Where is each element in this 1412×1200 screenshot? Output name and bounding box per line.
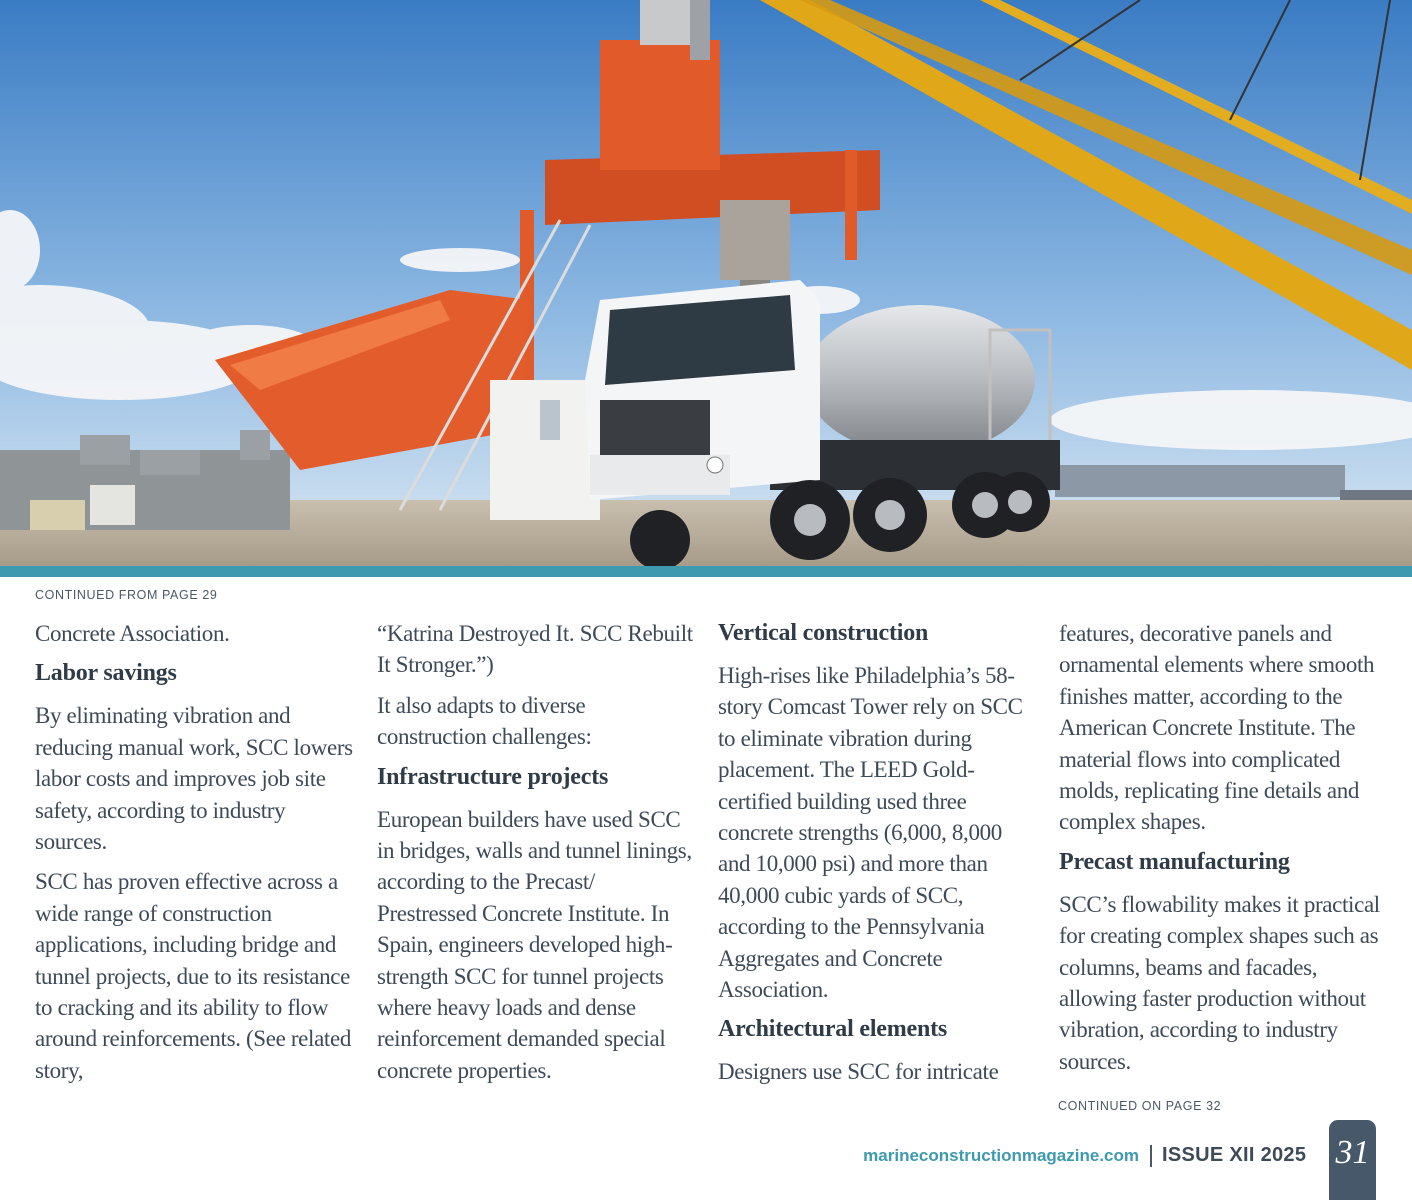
article-column-3 [718, 618, 1036, 1097]
subheading-infrastructure-projects: Infrastructure projects [377, 763, 609, 790]
paragraph: SCC’s flowability makes it practical for creating complex shapes such as columns, beams and facades, allowing faster production without vibration, according to industry sources. [1059, 891, 1380, 1074]
paragraph: Designers use SCC for intricate [718, 1059, 999, 1085]
page-number: 31 [1335, 1134, 1370, 1171]
paragraph: It also adapts to diverse construction challenges: [377, 692, 592, 750]
paragraph: features, decorative panels and ornamental elements where smooth finishes matter, according to the American Concrete Institute. The material flows into complicated molds, replicating fine details and complex shapes. [1059, 621, 1375, 835]
hero-photo [0, 0, 1412, 566]
concrete-mixer-truck-illustration [0, 0, 1412, 566]
mixer-drum [805, 305, 1035, 455]
truck-cab [585, 280, 820, 500]
subheading-vertical-construction: Vertical construction [718, 620, 929, 646]
article-column-2 [377, 618, 695, 1095]
paragraph: High-rises like Philadelphia’s 58-story Comcast Tower rely on SCC to eliminate vibration during placement. The LEED Gold-certified building used three concrete strengths (6,000, 8,000 and 10,000 psi) and more than 40,000 cubic yards of SCC, according to the Pennsylvania Aggregates and Concrete Association. [718, 663, 1023, 1003]
paragraph: “Katrina Destroyed It. SCC Rebuilt It Stronger.”) [377, 621, 693, 678]
continued-from-label: CONTINUED FROM PAGE 29 [35, 588, 218, 602]
footer-divider [1150, 1145, 1152, 1167]
footer-issue-label: ISSUE XII 2025 [1162, 1144, 1307, 1166]
subheading-precast-manufacturing: Precast manufacturing [1059, 848, 1290, 875]
article-column-4 [1059, 618, 1384, 1086]
paragraph: By eliminating vibration and reducing manual work, SCC lowers labor costs and improves job site safety, according to industry sources. [35, 703, 353, 855]
teal-divider-band [0, 566, 1412, 577]
article-column-1 [35, 618, 360, 1095]
footer-website-link[interactable]: marineconstructionmagazine.com [863, 1146, 1139, 1165]
page-number-tab [1329, 1120, 1376, 1200]
paragraph: Concrete Association. [35, 621, 230, 646]
paragraph: SCC has proven effective across a wide range of construction applications, including bridge and tunnel projects, due to its resistance to cracking and its ability to flow around reinforcements. (See related story, [35, 869, 351, 1083]
continued-on-label: CONTINUED ON PAGE 32 [1058, 1099, 1222, 1113]
paragraph: European builders have used SCC in bridges, walls and tunnel linings, according to the Precast/ Prestressed Concrete Institute. In Spain, engineers developed high-strength SCC for tunnel projects where heavy loads and dense reinforcement demanded special concrete properties. [377, 806, 692, 1083]
subheading-labor-savings: Labor savings [35, 660, 177, 687]
subheading-architectural-elements: Architectural elements [718, 1016, 948, 1043]
